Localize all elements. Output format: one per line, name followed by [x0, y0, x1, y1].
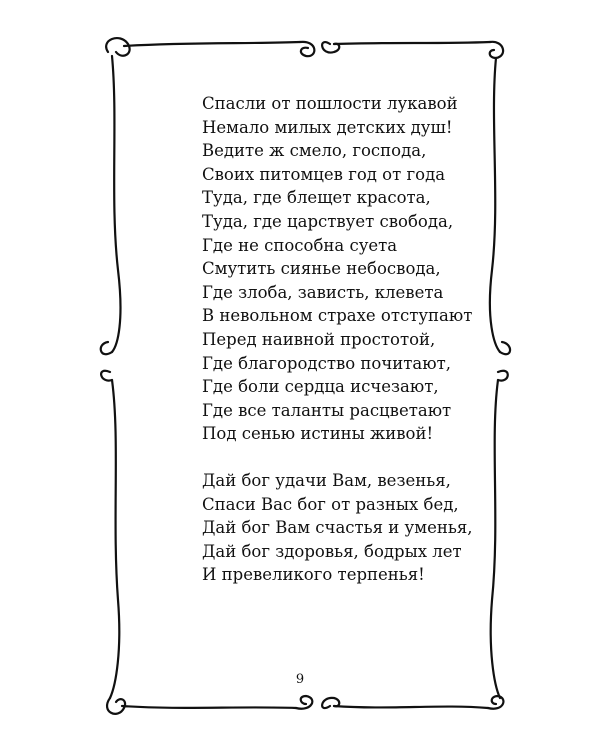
poem-line: Туда, где блещет красота,	[202, 188, 431, 208]
poem-line: Своих питомцев год от года	[202, 164, 446, 184]
page-number: 9	[295, 672, 305, 687]
poem-line: Где не способна суета	[202, 235, 398, 255]
stanza	[202, 469, 502, 587]
poem-line: Дай бог здоровья, бодрых лет	[202, 541, 462, 561]
poem-line: Спаси Вас бог от разных бед,	[202, 494, 459, 514]
poem-line: Ведите ж смело, господа,	[202, 141, 427, 161]
poem-line: Под сенью истины живой!	[202, 424, 434, 444]
stanza	[202, 92, 502, 446]
frame-left-upper-curl	[101, 342, 112, 354]
frame-bottom-right-curl	[488, 696, 503, 709]
frame-top-right-curl	[490, 42, 503, 58]
frame-top-left-rule	[124, 42, 300, 46]
frame-left-lower-rule	[110, 380, 119, 698]
poem-line: Дай бог Вам счастья и уменья,	[202, 518, 473, 538]
frame-top-center-left-curl	[300, 42, 314, 56]
poem-line: Немало милых детских душ!	[202, 117, 453, 137]
poem-line: Где все таланты расцветают	[202, 400, 452, 420]
poem-line: И превеликого терпенья!	[202, 565, 425, 585]
poem-line: Где благородство почитают,	[202, 353, 451, 373]
poem-line: Перед наивной простотой,	[202, 329, 436, 349]
poem-line: В невольном страхе отступают	[202, 306, 473, 326]
frame-left-lower-curl	[101, 371, 112, 381]
frame-top-right-rule	[334, 42, 490, 44]
frame-bottom-left-rule	[122, 706, 296, 708]
poem-line: Дай бог удачи Вам, везенья,	[202, 470, 451, 490]
poem-line: Где злоба, зависть, клевета	[202, 282, 444, 302]
poem-line: Где боли сердца исчезают,	[202, 377, 439, 397]
poem-line: Спасли от пошлости лукавой	[202, 94, 458, 113]
frame-bottom-right-rule	[334, 706, 488, 708]
poem-line: Смутить сиянье небосвода,	[202, 259, 441, 279]
poem-line: Туда, где царствует свобода,	[202, 211, 454, 231]
frame-left-upper-rule	[112, 56, 120, 352]
poem	[202, 92, 502, 587]
frame-bottom-center-curl	[296, 696, 312, 709]
